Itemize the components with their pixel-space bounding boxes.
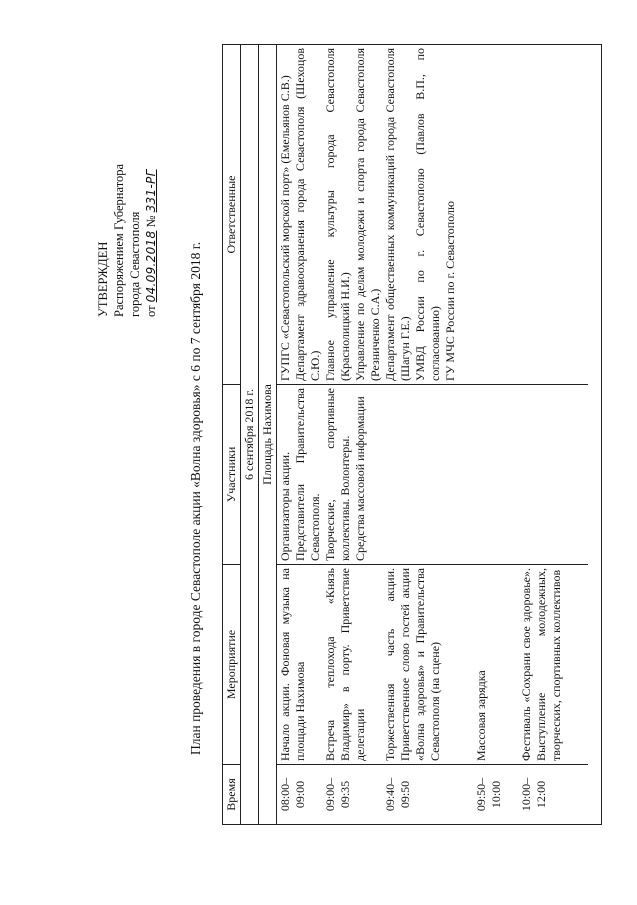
entry-event: Фестиваль «Сохрани свое здоровье». Выступление молодежных, творческих, спортивных коллективов (519, 568, 563, 761)
number-prefix: № (144, 215, 158, 228)
participant-line: Творческие, спортивные коллективы. Волонтеры. (323, 388, 352, 561)
entry-time: 08:00–09:00 (278, 777, 307, 812)
header-responsible: Ответственные (224, 175, 238, 254)
approval-line-2: города Севастополя (128, 211, 142, 317)
plan-table (222, 44, 602, 825)
participant-line: Средства массовой информации (353, 396, 367, 561)
responsible-column (277, 45, 588, 384)
entry-event: Торжественная часть акции. Приветственное слово гостей акции «Волна здоровья» и Правительства Севастополя (на сцене) (383, 568, 442, 761)
participant-line: Представители Правительства Севастополя. (293, 388, 322, 561)
responsible-line: ГУ МЧС России по г. Севастополю (443, 200, 457, 381)
handwritten-date: 04.09.2018 (144, 230, 158, 303)
date-row (241, 45, 259, 824)
entry-time: 09:00–09:35 (323, 777, 352, 812)
approval-date-line (143, 77, 159, 317)
responsible-line: Главное управление культуры города Севастополя (Краснолицкий Н.И.) (323, 48, 352, 381)
entry-event: Встреча теплохода «Князь Владимир» в порту. Приветствие делегации (323, 568, 367, 761)
entry-event: Начало акции. Фоновая музыка на площади Нахимова (278, 568, 307, 761)
handwritten-number: 331-РГ (144, 169, 158, 213)
approval-block (95, 77, 159, 317)
responsible-line: Департамент общественных коммуникаций города Севастополя (Шагун Г.Е.) (383, 48, 412, 381)
responsible-line: УМВД России по г. Севастополю (Павлов В.П., по согласованию) (413, 48, 442, 381)
header-time: Время (223, 764, 240, 824)
entry-time: 09:40–09:50 (383, 777, 412, 812)
event-column (277, 564, 588, 764)
header-participants: Участники (223, 384, 240, 564)
participants-column (277, 384, 588, 564)
table-body-row (277, 45, 588, 824)
approval-title: УТВЕРЖДЕН (96, 241, 110, 317)
responsible-line: Департамент здравоохранения города Севастополя (Шехоцов С.Ю.) (293, 48, 322, 381)
location-row-text: Площадь Нахимова (260, 384, 274, 485)
entry-event: Массовая зарядка (474, 670, 488, 761)
header-event: Мероприятие (223, 564, 240, 764)
entry-time: 09:50–10:00 (474, 777, 503, 812)
entry-time: 10:00–12:00 (519, 777, 548, 812)
time-column (277, 764, 588, 824)
responsible-line: Управление по делам молодежи и спорта города Севастополя (Резниченко С.А.) (353, 48, 382, 381)
table-header-row (223, 45, 241, 824)
responsible-line: ГУПГС «Севастопольский морской порт» (Емельянов С.В.) (278, 75, 292, 381)
participant-line: Организаторы акции. (278, 451, 292, 561)
date-row-text: 6 сентября 2018 г. (242, 388, 256, 481)
plan-title: План проведения в городе Севастополе акции «Волна здоровья» с 6 по 7 сентября 2018 г. (188, 241, 203, 755)
location-row (259, 45, 277, 824)
approval-line-1: Распоряжением Губернатора (112, 163, 126, 317)
date-prefix: от (144, 305, 158, 317)
